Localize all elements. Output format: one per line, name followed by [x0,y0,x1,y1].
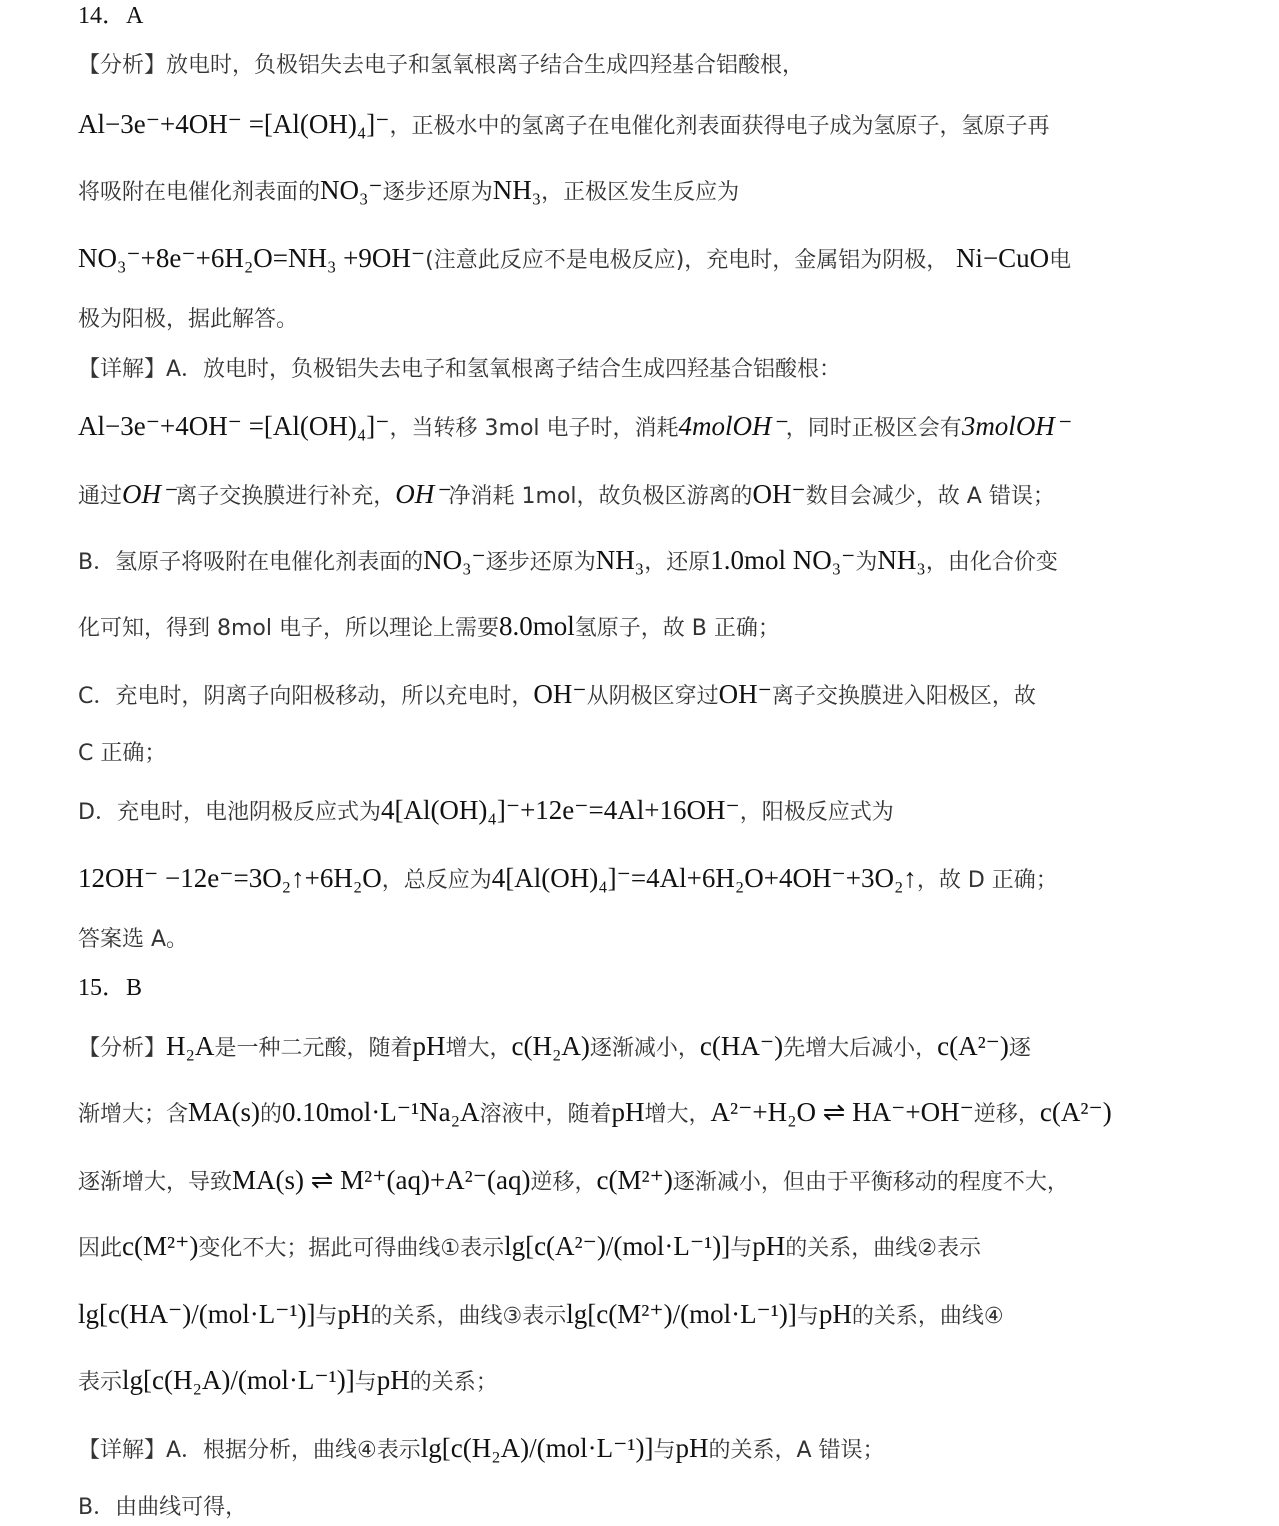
text: 的关系，曲线③表示 [370,1304,567,1329]
q14-detail-d-line-2 [78,862,1058,897]
formula: OH⁻ [533,679,587,709]
formula: c(HA⁻) [699,1031,784,1061]
formula: 3molOH⁻ [961,411,1070,441]
formula: NH₃ [877,545,926,575]
q14-analysis-line-3 [78,174,739,209]
text: 变化不大；据此可得曲线①表示 [198,1236,505,1261]
formula: lg[c(A²⁻)/(mol·L⁻¹)] [504,1231,731,1261]
q15-analysis-line-5 [78,1298,1004,1333]
text: 先增大后减小， [783,1036,938,1061]
q15-analysis-line-2 [78,1096,1112,1131]
question-14-heading: 14．A [78,3,144,29]
q14-analysis-line-1 [78,48,804,82]
q14-detail-a-line-2 [78,410,1069,445]
question-15-heading: 15．B [78,975,143,1001]
text: ，故 D 正确； [916,868,1058,893]
formula: OH⁻ [752,479,806,509]
text: ，还原 [644,550,711,575]
text: 逐渐增大，导致 [78,1170,233,1195]
q15-analysis-line-3 [78,1164,1069,1199]
q14-detail-a-line-3 [78,478,1055,513]
text: ，正极区发生反应为 [541,180,740,205]
text: 化可知，得到 8mol 电子，所以理论上需要 [78,616,499,641]
text: 与 [796,1304,819,1329]
text: ，由化合价变 [925,550,1058,575]
text: C．充电时，阴离子向阳极移动，所以充电时， [78,684,534,709]
text: 逐步还原为 [485,550,596,575]
text: 为 [855,550,878,575]
text: 离子交换膜进入阳极区，故 [771,684,1036,709]
text: 将吸附在电催化剂表面的 [78,180,321,205]
formula: 4molOH⁻ [678,411,786,441]
text: 答案选 A。 [78,927,189,952]
formula: c(M²⁺) [596,1165,673,1195]
text: 与 [315,1304,338,1329]
formula: pH [412,1031,446,1061]
text: B．氢原子将吸附在电催化剂表面的 [78,550,424,575]
text: 逐渐减小， [589,1036,700,1061]
text: 【详解】A．根据分析，曲线④表示 [78,1438,421,1463]
text: 净消耗 1mol，故负极区游离的 [448,484,753,509]
q15-detail-b [78,1490,247,1524]
text: 离子交换膜进行补充， [175,484,396,509]
q14-detail-b-line-2 [78,610,780,645]
text: ，当转移 3mol 电子时，消耗 [389,416,679,441]
formula: Ni−CuO [955,243,1050,273]
q14-detail-c-line-2 [78,736,166,770]
text: 逐 [1008,1036,1031,1061]
q14-analysis-line-5 [78,302,298,336]
formula: pH [376,1365,410,1395]
text: 渐增大；含 [78,1102,189,1127]
text: C 正确； [78,741,167,766]
text: 电 [1049,248,1072,273]
equation: A²⁻+H₂O ⇌ HA⁻+OH⁻ [710,1097,974,1127]
q14-detail-d-line-1 [78,794,894,829]
equation: 12OH⁻ −12e⁻=3O₂↑+6H₂O [78,863,382,893]
q15-detail-a [78,1432,885,1467]
equation: Al−3e⁻+4OH⁻ =[Al(OH)₄]⁻ [78,109,390,139]
formula: OH⁻ [395,479,449,509]
q14-answer [78,922,188,956]
text: 【详解】A．放电时，负极铝失去电子和氢氧根离子结合生成四羟基合铝酸根： [78,357,842,382]
text: D．充电时，电池阴极反应式为 [78,800,381,825]
text: ，阳极反应式为 [739,800,894,825]
formula: MA(s) [188,1097,261,1127]
text: 增大， [445,1036,512,1061]
formula: NH₃ [492,175,542,205]
text: 极为阳极，据此解答。 [78,307,299,332]
text: 【分析】放电时，负极铝失去电子和氢氧根离子结合生成四羟基合铝酸根， [78,53,805,78]
q14-analysis-line-2 [78,108,1050,143]
text: 逆移， [973,1102,1040,1127]
formula: NO₃⁻ [320,175,383,205]
equation: Al−3e⁻+4OH⁻ =[Al(OH)₄]⁻ [78,411,390,441]
text: 的关系，A 错误； [708,1438,885,1463]
text: 逆移， [530,1170,597,1195]
formula: lg[c(HA⁻)/(mol·L⁻¹)] [78,1299,316,1329]
text: 的关系，曲线②表示 [785,1236,981,1261]
text: ，正极水中的氢离子在电催化剂表面获得电子成为氢原子，氢原子再 [389,114,1050,139]
formula: lg[c(H₂A)/(mol·L⁻¹)] [122,1365,355,1395]
formula: c(M²⁺) [122,1231,199,1261]
text: 的关系，曲线④ [851,1304,1004,1329]
formula: pH [611,1097,645,1127]
formula: OH⁻ [718,679,772,709]
text: ，总反应为 [381,868,492,893]
q15-analysis-line-4 [78,1230,981,1265]
formula: lg[c(M²⁺)/(mol·L⁻¹)] [566,1299,797,1329]
text: 因此 [78,1236,123,1261]
q14-detail-a-line-1 [78,352,841,386]
text: B．由曲线可得， [78,1495,248,1520]
formula: c(A²⁻) [1039,1097,1112,1127]
formula: pH [337,1299,371,1329]
text: 表示 [78,1370,123,1395]
formula: H₂A [166,1031,215,1061]
text: 是一种二元酸，随着 [214,1036,413,1061]
text: 从阴极区穿过 [586,684,719,709]
formula: pH [818,1299,852,1329]
equation: 4[Al(OH)₄]⁻=4Al+6H₂O+4OH⁻+3O₂↑ [491,863,917,893]
text: 的关系； [409,1370,498,1395]
equation: 4[Al(OH)₄]⁻+12e⁻=4Al+16OH⁻ [380,795,740,825]
text: 与 [730,1236,753,1261]
formula: 8.0mol [499,611,575,641]
text: 【分析】 [78,1036,167,1061]
text: (注意此反应不是电极反应)，充电时，金属铝为阴极， [425,248,949,273]
q15-analysis-line-1 [78,1030,1031,1065]
formula: NO₃⁻ [423,545,486,575]
formula: NH₃ [595,545,645,575]
q15-analysis-line-6 [78,1364,498,1399]
text: 与 [653,1438,676,1463]
formula: OH⁻ [122,479,176,509]
q14-detail-b-line-1 [78,544,1058,579]
text: 溶液中，随着 [479,1102,612,1127]
text: 数目会减少，故 A 错误； [805,484,1055,509]
equation: MA(s) ⇌ M²⁺(aq)+A²⁻(aq) [232,1165,531,1195]
equation: NO₃⁻+8e⁻+6H₂O=NH₃ +9OH⁻ [78,243,426,273]
text: 逐步还原为 [382,180,493,205]
formula: 1.0mol NO₃⁻ [710,545,856,575]
text: 氢原子，故 B 正确； [574,616,780,641]
text: 增大， [644,1102,711,1127]
text: 与 [354,1370,377,1395]
q14-analysis-line-4 [78,242,1071,277]
text: 通过 [78,484,123,509]
text: 逐渐减小，但由于平衡移动的程度不大， [672,1170,1069,1195]
formula: 0.10mol·L⁻¹Na₂A [282,1097,480,1127]
text: 的 [260,1102,283,1127]
formula: pH [675,1433,709,1463]
formula: c(A²⁻) [937,1031,1009,1061]
formula: c(H₂A) [511,1031,590,1061]
formula: pH [752,1231,786,1261]
q14-detail-c-line-1 [78,678,1036,713]
text: ，同时正极区会有 [785,416,962,441]
formula: lg[c(H₂A)/(mol·L⁻¹)] [420,1433,654,1463]
